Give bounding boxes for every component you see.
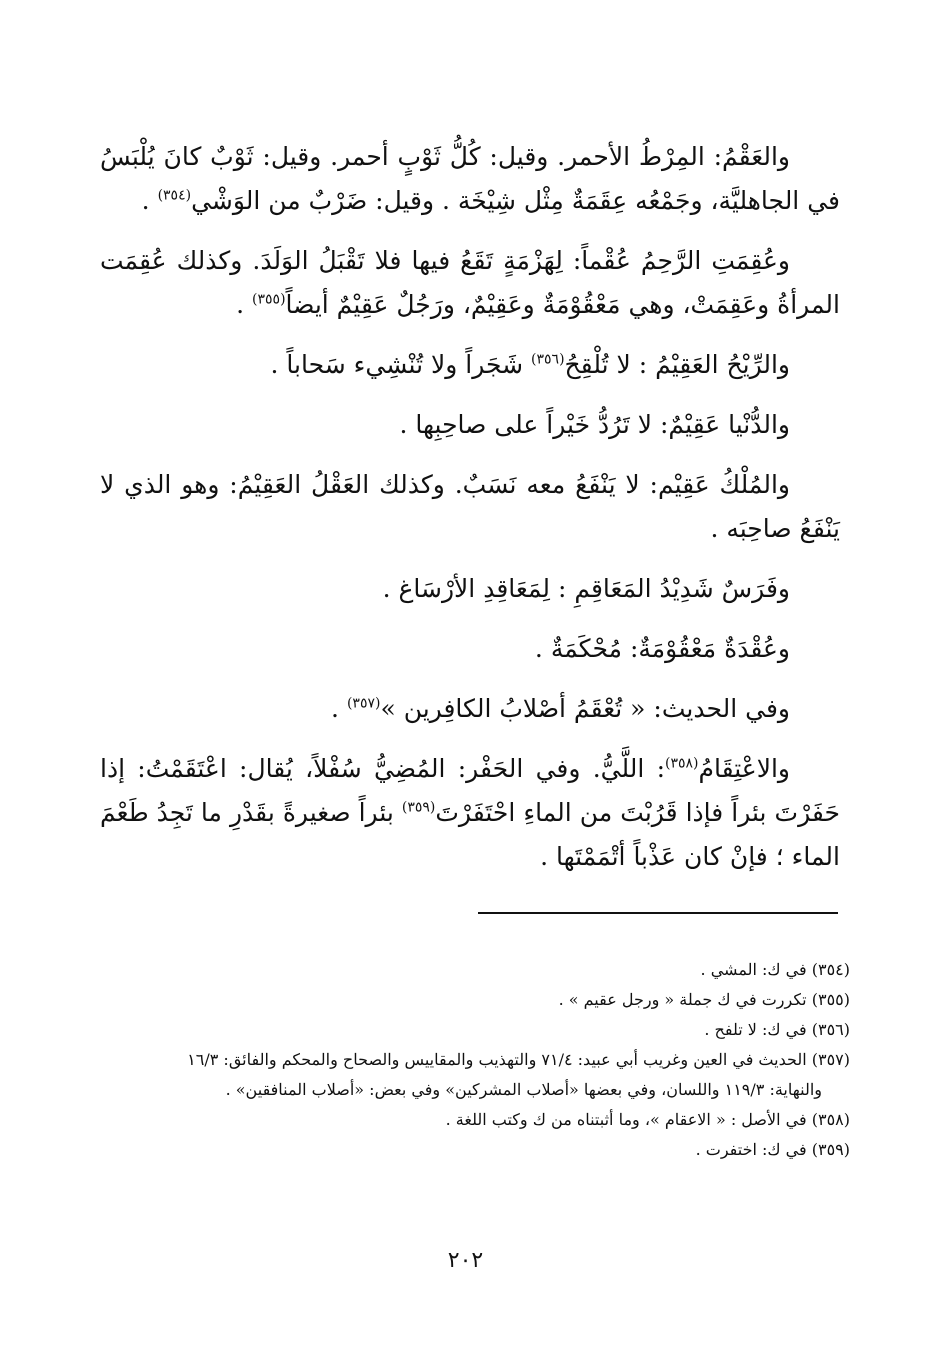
paragraph-text: والمُلْكُ عَقِيْم: لا يَنْفَعُ معه نَسَبٌ. وكذلك العَقْلُ العَقِيْمُ: وهو الذي لا يَنْفَعُ صاحِبَه .: [100, 470, 840, 543]
paragraph-tail-2: بئراً صغيرةً بقَدْرِ ما تَجِدُ طَعْمَ الماء ؛ فإنْ كان عَذْباً أتْمَمْتَها .: [100, 798, 840, 871]
paragraph-text: والاعْتِقَامُ: [698, 754, 790, 783]
footnote-ref-359[interactable]: (٣٥٩): [401, 799, 436, 816]
paragraph-text: وفي الحديث: « تُعْقَمُ أصْلابُ الكافِرين »: [380, 694, 790, 723]
footnote-ref-355[interactable]: (٣٥٥): [252, 291, 286, 308]
footnote-356: (٣٥٦) في ك: لا تلفح .: [704, 1020, 850, 1039]
paragraph-uqda-maqquma: [100, 627, 840, 671]
paragraph-tail: شَجَراً ولا تُنْشِيء سَحاباً .: [270, 350, 532, 379]
paragraph-rih-aqim: [100, 343, 840, 387]
paragraph-faras-maaqim: [100, 567, 840, 611]
footnote-359: (٣٥٩) في ك: اختفرت .: [695, 1140, 850, 1159]
footnote-ref-358[interactable]: (٣٥٨): [665, 755, 699, 772]
footnote-ref-357[interactable]: (٣٥٧): [346, 695, 381, 712]
paragraph-text: وعُقْدَةٌ مَعْقُوْمَةٌ: مُحْكَمَةٌ .: [534, 634, 790, 663]
paragraph-itiqam: [100, 747, 840, 879]
page-number: ٢٠٢: [447, 1248, 484, 1273]
paragraph-hadith: [100, 687, 840, 731]
paragraph-tail: .: [331, 694, 347, 723]
paragraph-dunya-aqim: [100, 403, 840, 447]
footnote-357-continued: والنهاية: ١١٩/٣ واللسان، وفي بعضها «أصلاب المشركين» وفي بعض: «أصلاب المنافقين» .: [225, 1080, 822, 1099]
paragraph-uqimat-rahim: [100, 239, 840, 327]
main-text: [100, 135, 840, 895]
paragraph-tail: .: [141, 186, 158, 215]
paragraph-mulk-aqim: [100, 463, 840, 551]
footnote-358: (٣٥٨) في الأصل : « الاعقام »، وما أثبتناه من ك وكتب اللغة .: [445, 1110, 850, 1129]
paragraph-text: والدُّنْيا عَقِيْمٌ: لا تَرُدُّ خَيْراً على صاحِبِها .: [399, 410, 790, 439]
paragraph-tail: : اللَّيُّ. وفي الحَفْر: المُضِيُّ سُفْلاً، يُقال: اعْتَقَمْتُ: إذا حَفَرْتَ بئراً فإذا قَرُبْتَ من الماءِ احْتَفَرْتَ: [100, 754, 840, 827]
paragraph-text: وفَرَسٌ شَدِيْدُ المَعَاقِمِ : لِمَعَاقِدِ الأرْسَاغ .: [382, 574, 790, 603]
footnotes: [110, 955, 850, 1165]
paragraph-aqm-mirt: [100, 135, 840, 223]
footnote-separator: [478, 912, 838, 914]
paragraph-text: والرِّيْحُ العَقِيْمُ : لا تُلْقِحُ: [564, 350, 790, 379]
paragraph-text: وعُقِمَتِ الرَّحِمُ عُقْماً: لِهَزْمَةٍ تَقَعُ فيها فلا تَقْبَلُ الوَلَدَ. وكذلك عُقِمَت المرأةُ وعَقِمَتْ، وهي مَعْقُوْمَةٌ وعَقِيْمٌ، ورَجُلٌ عَقِيْمٌ أيضاً: [100, 246, 840, 319]
footnote-357: (٣٥٧) الحديث في العين وغريب أبي عبيد: ٧١/٤ والتهذيب والمقاييس والصحاح والمحكم والفائق: ١٦/٣: [187, 1050, 850, 1069]
paragraph-text: والعَقْمُ: المِرْطُ الأحمر. وقيل: كُلُّ ثَوْبٍ أحمر. وقيل: ثَوْبٌ كانَ يُلْبَسُ في الجاهليَّة، وجَمْعُه عِقَمَةٌ مِثْل شِيْخَة . وقيل: ضَرْبٌ من الوَشْي: [100, 142, 840, 215]
footnote-ref-354[interactable]: (٣٥٤): [157, 187, 192, 204]
paragraph-tail: .: [236, 290, 253, 319]
footnote-354: (٣٥٤) في ك: المشي .: [700, 960, 850, 979]
footnote-ref-356[interactable]: (٣٥٦): [531, 351, 565, 368]
footnote-355: (٣٥٥) تكررت في ك جملة « ورجل عقيم » .: [558, 990, 850, 1009]
